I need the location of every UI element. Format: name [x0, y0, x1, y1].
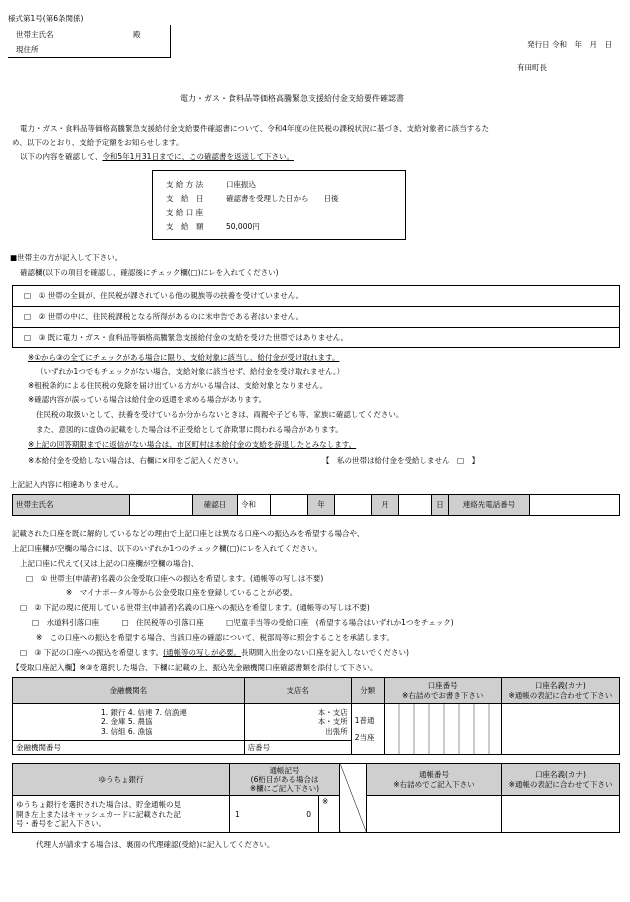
holder-label: 口座名義(カナ)	[534, 681, 586, 691]
account-option-3-note: 長期間入出金のない口座を記入しないでください)	[241, 648, 409, 657]
note-5: 住民税の取扱いとして、扶養を受けているか分からないときは、両親や子ども等、家族に確認してください。	[36, 410, 404, 419]
yucho-number-note: ※右詰めでご記入下さい	[393, 779, 475, 789]
note-7: ※上記の回答期限までに返信がない場合は、市区町村は本給付金の支給を辞退したとみなします。	[28, 440, 357, 449]
note-4: ※確認内容が誤っている場合は給付金の返還を求める場合があります。	[28, 395, 267, 404]
account-option-3-label: □ ③ 下記の口座への振込を希望します。	[20, 648, 164, 657]
account-text-3: 上記口座に代えて(又は上記の口座欄が空欄の場合)、	[20, 559, 199, 568]
yucho-desc-2: 開き左上またはキャッシュカードに記載された記	[16, 809, 181, 819]
yucho-holder-field[interactable]	[502, 796, 620, 833]
confirm-statement: 上記記入内容に相違ありません。	[10, 480, 123, 489]
bank-name-header: 金融機関名	[13, 678, 245, 704]
yucho-symbol-label: 通帳記号	[269, 765, 300, 775]
phone-label: 連絡先電話番号	[449, 495, 530, 516]
bank-account-table	[12, 677, 620, 755]
intro-line-1: 電力・ガス・食料品等価格高騰緊急支援給付金支給要件確認書について、令和4年度の住民税の課税状況に基づき、支給対象者に該当するた	[20, 124, 490, 133]
payment-label-2: 支 給 口 座	[166, 208, 204, 217]
acct-number-header	[384, 678, 501, 704]
yucho-header: ゆうちょ銀行	[13, 764, 230, 796]
yucho-number-label: 通帳番号	[419, 770, 449, 780]
note-8: ※本給付金を受給しない場合は、右欄に×印をご記入ください。	[28, 456, 244, 465]
confirm-item-2[interactable]: □ ② 世帯の中に、住民税課税となる所得があるのに未申告である者はいません。	[24, 312, 304, 321]
account-option-1-note: ※ マイナポータル等から公金受取口座を登録していることが必要。	[66, 588, 298, 597]
account-option-1[interactable]: □ ① 世帯主(申請者)名義の公金受取口座への振込を希望します。(通帳等の写しは不要)	[26, 574, 324, 583]
year-field[interactable]	[271, 495, 308, 516]
confirm-item-1[interactable]: □ ① 世帯の全員が、住民税が課されている他の親族等の扶養を受けていません。	[24, 291, 304, 300]
branch-header: 支店名	[244, 678, 351, 704]
issuer: 有田町長	[517, 63, 547, 72]
confirm-table	[12, 494, 620, 516]
account-text-2: 上記口座欄が空欄の場合には、以下のいずれか1つのチェック欄(□)にレを入れてください。	[12, 544, 322, 553]
month-field[interactable]	[335, 495, 372, 516]
decline-checkbox[interactable]: 【 私の世帯は給付金を受給しません □ 】	[322, 456, 480, 465]
payment-label-0: 支 給 方 法	[166, 180, 204, 189]
phone-field[interactable]	[530, 495, 620, 516]
bank-code-label: 金融機関番号	[13, 740, 219, 754]
intro-line-2: め、以下のとおり、支給予定額をお知らせします。	[12, 138, 184, 147]
confirm-date-label: 確認日	[193, 495, 238, 516]
page-title: 電力・ガス・食料品等価格高騰緊急支援給付金支給要件確認書	[180, 94, 404, 103]
holder-note: ※通帳の表記に合わせて下さい	[508, 690, 613, 700]
bank-type-field[interactable]	[13, 704, 245, 740]
bank-type-line-2: 2. 金庫 5. 農協	[101, 717, 153, 727]
section1-heading: ■世帯主の方が記入して下さい。	[10, 253, 123, 262]
account-option-3[interactable]	[20, 648, 409, 657]
householder-name-field[interactable]	[130, 495, 193, 516]
intro-line-3	[20, 152, 294, 161]
note-2: （いずれか1つでもチェックがない場合、支給対象に該当せず、給付金を受け取れません。）	[36, 367, 345, 376]
yucho-symbol-note-2: ※欄にご記入下さい)	[249, 784, 320, 794]
era: 令和	[238, 495, 271, 516]
year-label: 年	[308, 495, 335, 516]
branch-code-field[interactable]	[244, 740, 351, 754]
account-option-2-choices[interactable]: □ 水道料引落口座 □ 住民税等の引落口座 □児童手当等の受給口座 (希望する場合はいずれか1つをチェック)	[32, 618, 454, 627]
yucho-symbol-note-1: (6桁目がある場合は	[250, 775, 319, 785]
branch-code-label: 店番号	[247, 742, 271, 752]
payment-label-1: 支 給 日	[166, 194, 204, 203]
account-option-2-note: ※ この口座への振込を希望する場合、当該口座の確認について、税部局等に照会することを承諾します。	[36, 633, 394, 642]
note-3: ※租税条約による住民税の免除を届け出ている方がいる場合は、支給対象となりません。	[28, 381, 328, 390]
yucho-holder-note: ※通帳の表記に合わせて下さい	[508, 779, 613, 789]
address-label: 現住所	[16, 45, 39, 54]
payment-label-3: 支 給 額	[166, 222, 204, 231]
householder-name-label: 世帯主氏名	[13, 495, 130, 516]
note-1: ※①から③の全てにチェックがある場合に限り、支給対象に該当し、給付金が受け取れます。	[28, 353, 340, 362]
acct-number-note: ※右詰めでお書き下さい	[402, 690, 484, 700]
bank-code-field[interactable]	[218, 740, 244, 754]
form-number: 様式第1号(第6条関係)	[8, 14, 84, 23]
acct-type-2: 2当座	[354, 733, 375, 743]
confirm-item-3[interactable]: □ ③ 既に電力・ガス・食料品等価格高騰緊急支援給付金の支給を受けた世帯ではありません。	[24, 333, 349, 342]
section1-instruction: 確認欄(以下の項目を確認し、確認後にチェック欄(□)にレを入れてください)	[20, 268, 279, 277]
yucho-mark: ※	[322, 797, 329, 807]
acct-number-field[interactable]	[384, 704, 501, 755]
yucho-symbol-last: 0	[306, 809, 311, 819]
yucho-number-header	[367, 764, 502, 796]
payment-value-1: 確認書を受理した日から 日後	[226, 194, 339, 203]
branch-type-1: 本・支店	[317, 708, 348, 717]
branch-type-2: 本・支所	[317, 717, 348, 727]
acct-type-field[interactable]	[351, 704, 384, 755]
bank-type-line-1: 1. 銀行 4. 信連 7. 信漁連	[101, 708, 187, 717]
yucho-desc-1: ゆうちょ銀行を選択された場合は、貯金通帳の見	[16, 800, 181, 810]
holder-header	[501, 678, 619, 704]
issue-date: 発行日 令和 年 月 日	[527, 40, 612, 49]
intro-deadline-prefix: 以下の内容を確認して、	[20, 152, 103, 161]
footer-note: 代理人が請求する場合は、裏面の代理確認(受給)に記入してください。	[36, 840, 275, 849]
yucho-symbol-header	[230, 764, 340, 796]
yucho-number-field[interactable]	[367, 796, 502, 833]
payment-value-0: 口座振込	[226, 180, 256, 189]
month-label: 月	[372, 495, 399, 516]
name-label: 世帯主氏名	[16, 30, 54, 39]
acct-type-1: 1普通	[354, 715, 375, 725]
yucho-symbol-field[interactable]	[230, 796, 319, 833]
account-option-3-requirement: (通帳等の写しが必要。	[163, 648, 242, 657]
day-label: 日	[432, 495, 449, 516]
account-text-1: 記載された口座を既に解約しているなどの理由で上記口座とは異なる口座への振込みを希望する場合や、	[12, 529, 365, 538]
yucho-table	[12, 763, 620, 833]
holder-field[interactable]	[501, 704, 619, 755]
honorific: 殿	[133, 30, 141, 39]
yucho-description	[13, 796, 230, 833]
yucho-sixth-digit[interactable]	[319, 796, 340, 833]
payment-value-3: 50,000円	[226, 222, 260, 231]
account-option-2[interactable]: □ ② 下記の現に使用している世帯主(申請者)名義の口座への振込を希望します。(通帳等の写しは不要)	[20, 603, 370, 612]
yucho-divider	[340, 764, 367, 833]
account-entry-heading: 【受取口座記入欄】※③を選択した場合、下欄に記載の上、振込先金融機関口座確認書類を添付して下さい。	[12, 663, 378, 672]
yucho-desc-3: 号・番号をご記入下さい。	[16, 818, 106, 828]
branch-type-3: 出張所	[325, 726, 348, 736]
branch-type-field[interactable]	[244, 704, 351, 740]
day-field[interactable]	[399, 495, 432, 516]
note-6: また、意図的に虚偽の記載をした場合は不正受給として詐欺罪に問われる場合があります。	[36, 425, 343, 434]
yucho-symbol-first: 1	[235, 809, 240, 819]
acct-type-header: 分類	[351, 678, 384, 704]
acct-number-label: 口座番号	[427, 681, 458, 691]
intro-deadline: 令和5年1月31日までに、この確認書を返送して下さい。	[102, 152, 294, 161]
bank-type-line-3: 3. 信組 6. 漁協	[101, 726, 153, 736]
yucho-holder-header	[502, 764, 620, 796]
yucho-holder-label: 口座名義(カナ)	[535, 770, 586, 780]
